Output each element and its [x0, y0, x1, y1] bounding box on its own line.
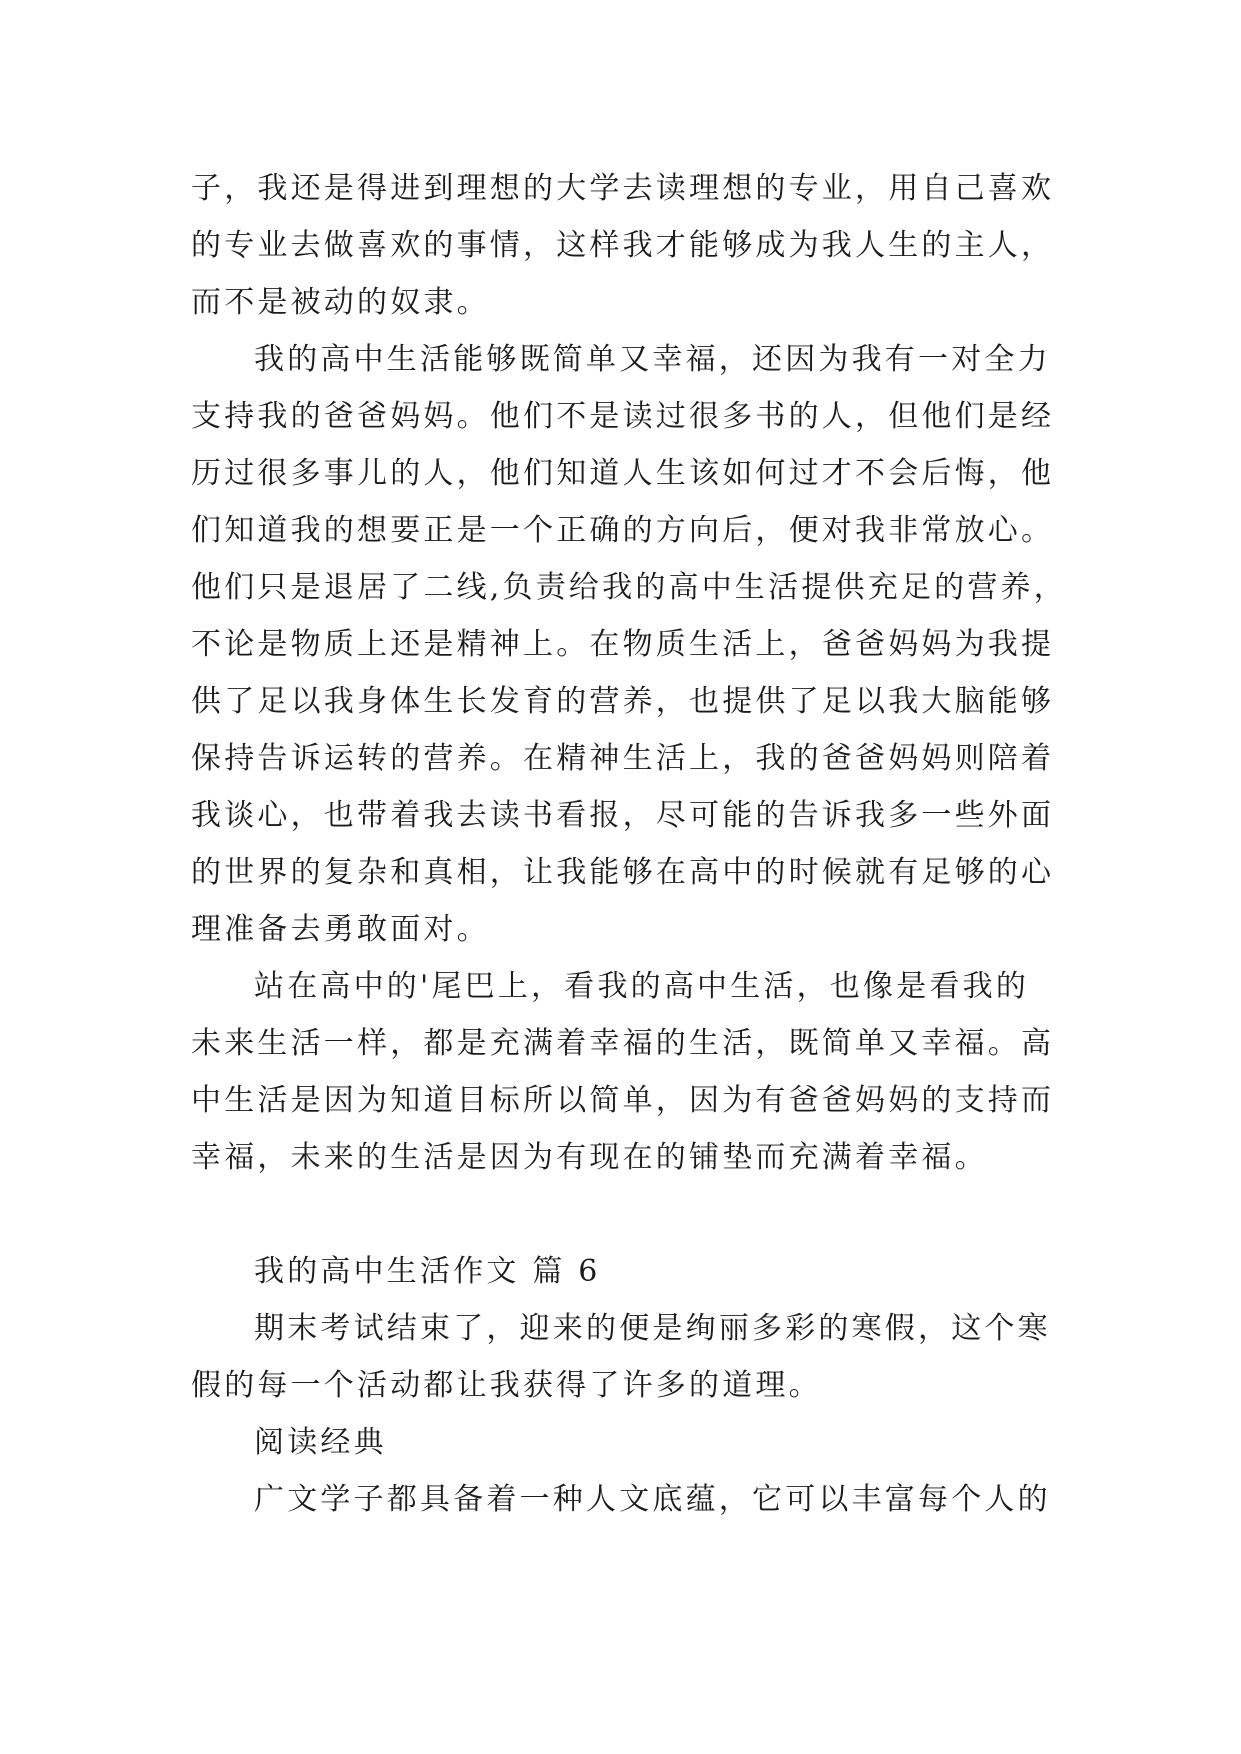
text-line: 的专业去做喜欢的事情，这样我才能够成为我人生的主人，: [191, 228, 1055, 263]
paragraph-start-line: 站在高中的'尾巴上，看我的高中生活，也像是看我的: [254, 969, 1030, 1004]
text-line: 的世界的复杂和真相，让我能够在高中的时候就有足够的心: [191, 855, 1055, 890]
text-line: 而不是被动的奴隶。: [191, 285, 490, 320]
text-line: 支持我的爸爸妈妈。他们不是读过很多书的人，但他们是经: [191, 399, 1055, 434]
text-line: 假的每一个活动都让我获得了许多的道理。: [191, 1368, 822, 1403]
paragraph-start-line: 广文学子都具备着一种人文底蕴，它可以丰富每个人的: [254, 1482, 1051, 1517]
text-line: 理准备去勇敢面对。: [191, 912, 490, 947]
text-line: 历过很多事儿的人，他们知道人生该如何过才不会后悔，他: [191, 456, 1055, 491]
text-line: 他们只是退居了二线,负责给我的高中生活提供充足的营养，: [191, 570, 1067, 605]
text-line: 中生活是因为知道目标所以简单，因为有爸爸妈妈的支持而: [191, 1083, 1055, 1118]
body-text: [191, 160, 1067, 1528]
text-line: 保持告诉运转的营养。在精神生活上，我的爸爸妈妈则陪着: [191, 741, 1055, 776]
section-heading: 我的高中生活作文 篇 6: [254, 1254, 601, 1289]
text-line: 未来生活一样，都是充满着幸福的生活，既简单又幸福。高: [191, 1026, 1055, 1061]
text-line: 幸福，未来的生活是因为有现在的铺垫而充满着幸福。: [191, 1140, 988, 1175]
subheading: 阅读经典: [254, 1425, 387, 1460]
text-line: 们知道我的想要正是一个正确的方向后，便对我非常放心。: [191, 513, 1055, 548]
paragraph-start-line: 期末考试结束了，迎来的便是绚丽多彩的寒假，这个寒: [254, 1311, 1051, 1346]
text-line: 不论是物质上还是精神上。在物质生活上，爸爸妈妈为我提: [191, 627, 1055, 662]
text-line: 我谈心，也带着我去读书看报，尽可能的告诉我多一些外面: [191, 798, 1055, 833]
paragraph-start-line: 我的高中生活能够既简单又幸福，还因为我有一对全力: [254, 342, 1051, 377]
text-line: 供了足以我身体生长发育的营养，也提供了足以我大脑能够: [191, 684, 1055, 719]
text-line: 子，我还是得进到理想的大学去读理想的专业，用自己喜欢: [191, 171, 1055, 206]
